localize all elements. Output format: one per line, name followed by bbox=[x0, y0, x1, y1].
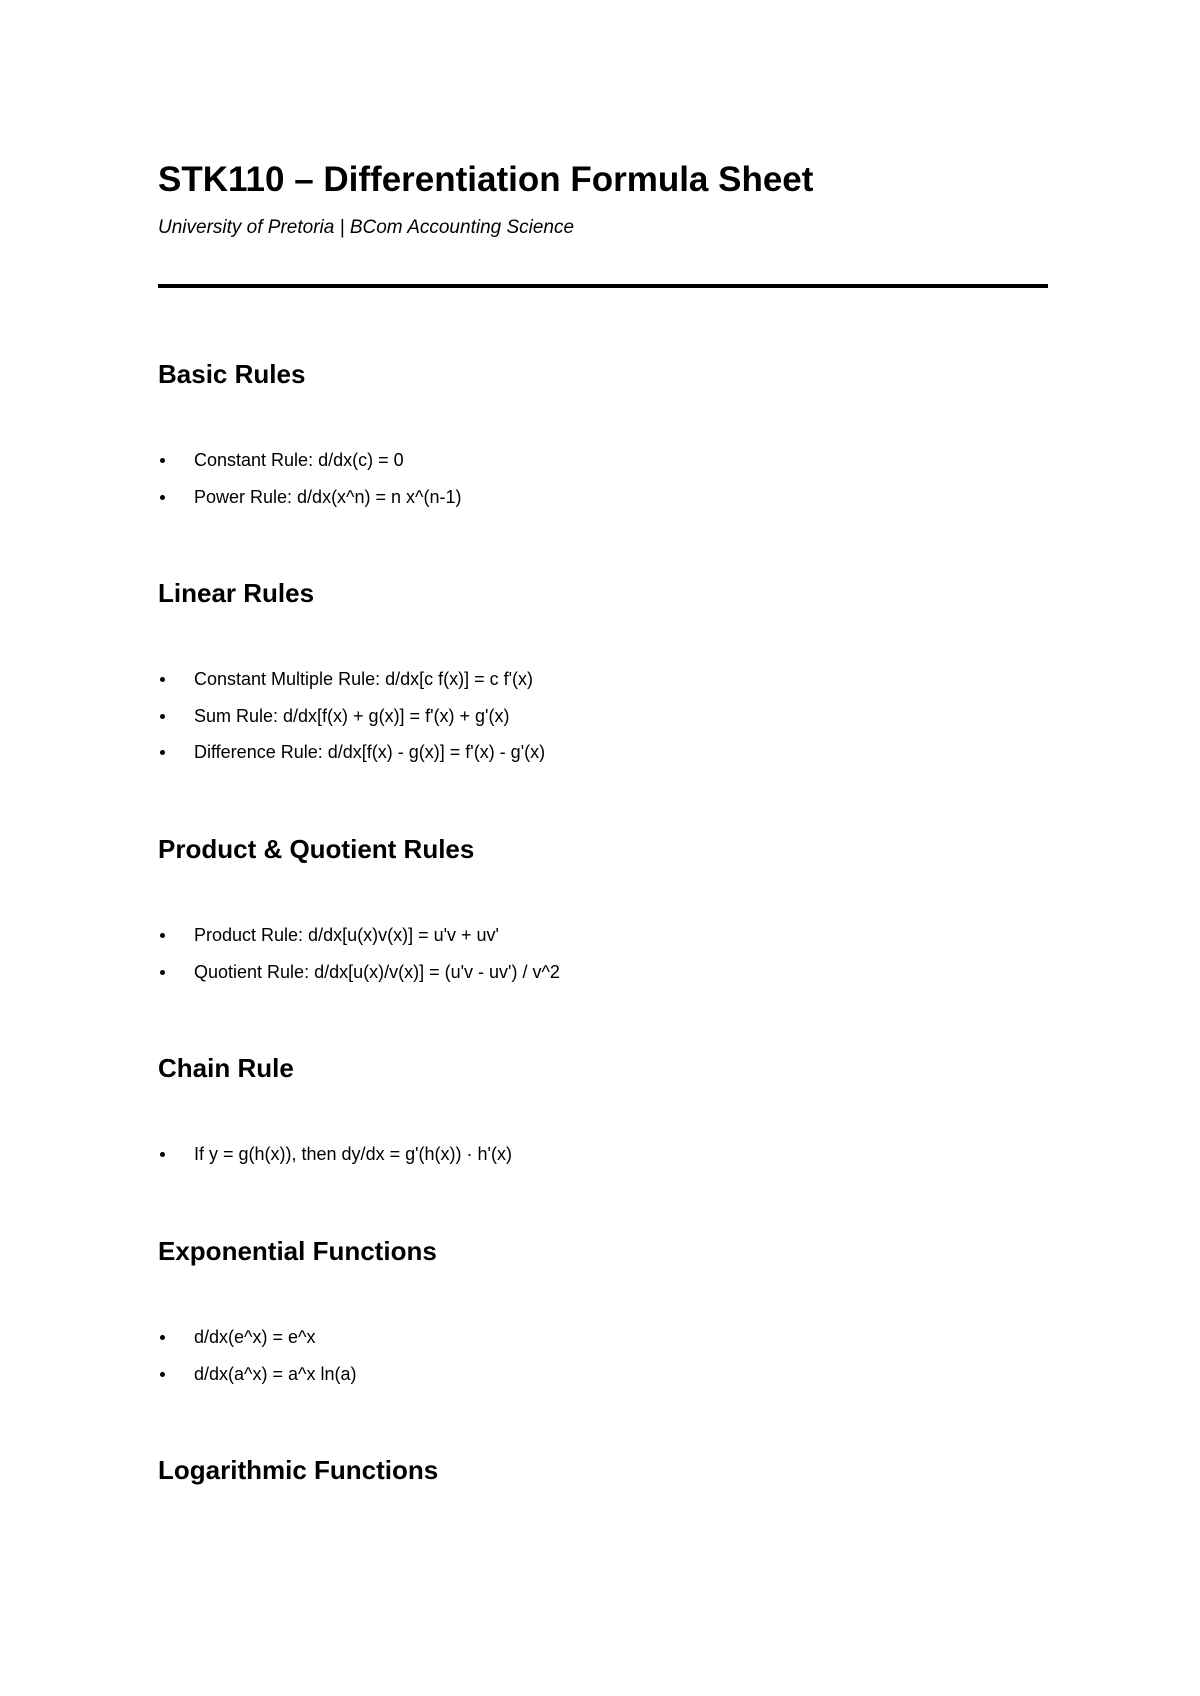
rule-text: Product Rule: d/dx[u(x)v(x)] = u'v + uv' bbox=[194, 925, 499, 945]
rule-text: Sum Rule: d/dx[f(x) + g(x)] = f'(x) + g'(x) bbox=[194, 705, 510, 726]
list-item bbox=[158, 442, 462, 479]
bullet-icon bbox=[160, 495, 165, 500]
bullet-icon bbox=[160, 970, 165, 975]
bullet-icon bbox=[160, 458, 165, 463]
bullet-icon bbox=[160, 714, 165, 719]
title-divider bbox=[158, 284, 1048, 288]
list-item bbox=[158, 661, 545, 698]
section-heading-product-quotient-rules: Product & Quotient Rules bbox=[158, 834, 475, 864]
product-quotient-rules-list bbox=[158, 917, 560, 990]
section-heading-basic-rules: Basic Rules bbox=[158, 359, 306, 389]
document-title: STK110 – Differentiation Formula Sheet bbox=[158, 160, 814, 199]
basic-rules-list bbox=[158, 442, 462, 515]
rule-text: Constant Multiple Rule: d/dx[c f(x)] = c f'(x) bbox=[194, 669, 534, 689]
exponential-functions-list bbox=[158, 1319, 356, 1392]
rule-text: If y = g(h(x)), then dy/dx = g'(h(x)) · h'(x) bbox=[194, 1144, 512, 1164]
section-heading-logarithmic-functions: Logarithmic Functions bbox=[158, 1455, 439, 1485]
rule-text: Constant Rule: d/dx(c) = 0 bbox=[194, 450, 404, 470]
rule-text: d/dx(e^x) = e^x bbox=[194, 1327, 316, 1347]
section-heading-exponential-functions: Exponential Functions bbox=[158, 1236, 437, 1266]
list-item bbox=[158, 1356, 356, 1393]
rule-text: Difference Rule: d/dx[f(x) - g(x)] = f'(x) - g'(x) bbox=[194, 742, 546, 762]
list-item bbox=[158, 954, 560, 991]
section-heading-linear-rules: Linear Rules bbox=[158, 578, 315, 608]
list-item bbox=[158, 917, 560, 954]
bullet-icon bbox=[160, 1335, 165, 1340]
list-item bbox=[158, 479, 462, 516]
rule-text: Quotient Rule: d/dx[u(x)/v(x)] = (u'v - uv') / v^2 bbox=[194, 961, 560, 982]
document-subtitle: University of Pretoria | BCom Accounting Science bbox=[158, 217, 575, 238]
chain-rule-list bbox=[158, 1136, 512, 1173]
bullet-icon bbox=[160, 750, 165, 755]
list-item bbox=[158, 698, 545, 735]
rule-text: d/dx(a^x) = a^x ln(a) bbox=[194, 1363, 357, 1384]
section-heading-chain-rule: Chain Rule bbox=[158, 1053, 294, 1083]
bullet-icon bbox=[160, 1152, 165, 1157]
list-item bbox=[158, 1136, 512, 1173]
list-item bbox=[158, 734, 545, 771]
bullet-icon bbox=[160, 933, 165, 938]
list-item bbox=[158, 1319, 356, 1356]
bullet-icon bbox=[160, 1372, 165, 1377]
rule-text: Power Rule: d/dx(x^n) = n x^(n-1) bbox=[194, 486, 462, 507]
linear-rules-list bbox=[158, 661, 545, 771]
bullet-icon bbox=[160, 677, 165, 682]
